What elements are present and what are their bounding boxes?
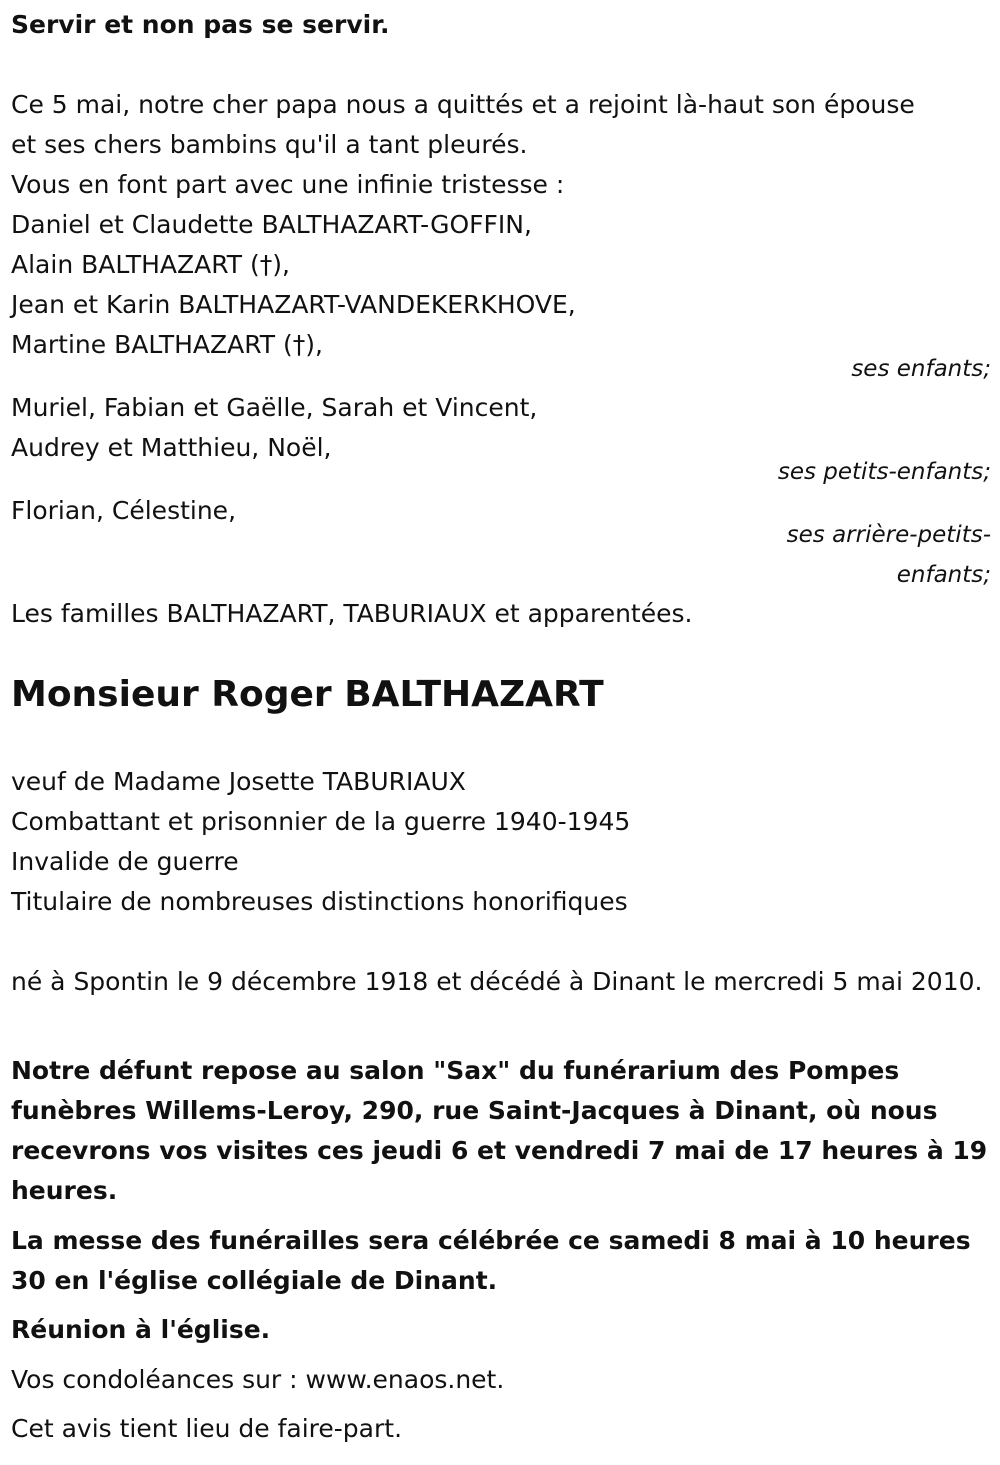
- funeral-mass-paragraph: La messe des funérailles sera célébrée ce samedi 8 mai à 10 heures 30 en l'église collégiale de Dinant.: [11, 1226, 971, 1295]
- grandchildren-label: ses petits-enfants;: [777, 459, 991, 485]
- child-entry: Daniel et Claudette BALTHAZART-GOFFIN,: [11, 210, 532, 239]
- birth-death-line: né à Spontin le 9 décembre 1918 et décédé à Dinant le mercredi 5 mai 2010.: [11, 967, 983, 996]
- detail-line: Combattant et prisonnier de la guerre 1940-1945: [11, 807, 631, 836]
- detail-line: veuf de Madame Josette TABURIAUX: [11, 767, 466, 796]
- intro-line: et ses chers bambins qu'il a tant pleurés.: [11, 130, 528, 159]
- motto: Servir et non pas se servir.: [11, 10, 390, 39]
- great-grandchildren-label-cont: enfants;: [896, 562, 991, 588]
- great-grandchildren-label: ses arrière-petits-: [786, 522, 991, 548]
- condolences-line: Vos condoléances sur : www.enaos.net.: [11, 1365, 505, 1394]
- detail-line: Titulaire de nombreuses distinctions honorifiques: [11, 887, 628, 916]
- deceased-name: Monsieur Roger BALTHAZART: [11, 674, 604, 715]
- intro-line: Ce 5 mai, notre cher papa nous a quittés et a rejoint là-haut son épouse: [11, 90, 915, 119]
- intro-line: Vous en font part avec une infinie tristesse :: [11, 170, 565, 199]
- detail-line: Invalide de guerre: [11, 847, 239, 876]
- child-entry: Alain BALTHAZART (†),: [11, 250, 290, 279]
- notice-line: Cet avis tient lieu de faire-part.: [11, 1414, 403, 1443]
- meeting-line: Réunion à l'église.: [11, 1315, 271, 1344]
- families-line: Les familles BALTHAZART, TABURIAUX et apparentées.: [11, 599, 693, 628]
- children-label: ses enfants;: [851, 356, 991, 382]
- child-entry: Jean et Karin BALTHAZART-VANDEKERKHOVE,: [11, 290, 576, 319]
- grandchild-entry: Audrey et Matthieu, Noël,: [11, 433, 332, 462]
- child-entry: Martine BALTHAZART (†),: [11, 330, 323, 359]
- visitation-paragraph: Notre défunt repose au salon "Sax" du funérarium des Pompes funèbres Willems-Leroy, 290, rue Saint-Jacques à Dinant, où nous recevrons vos visites ces jeudi 6 et vendredi 7 mai de 17 heures à 19 heures.: [11, 1056, 988, 1205]
- grandchild-entry: Muriel, Fabian et Gaëlle, Sarah et Vincent,: [11, 393, 538, 422]
- great-grandchildren-entry: Florian, Célestine,: [11, 496, 237, 525]
